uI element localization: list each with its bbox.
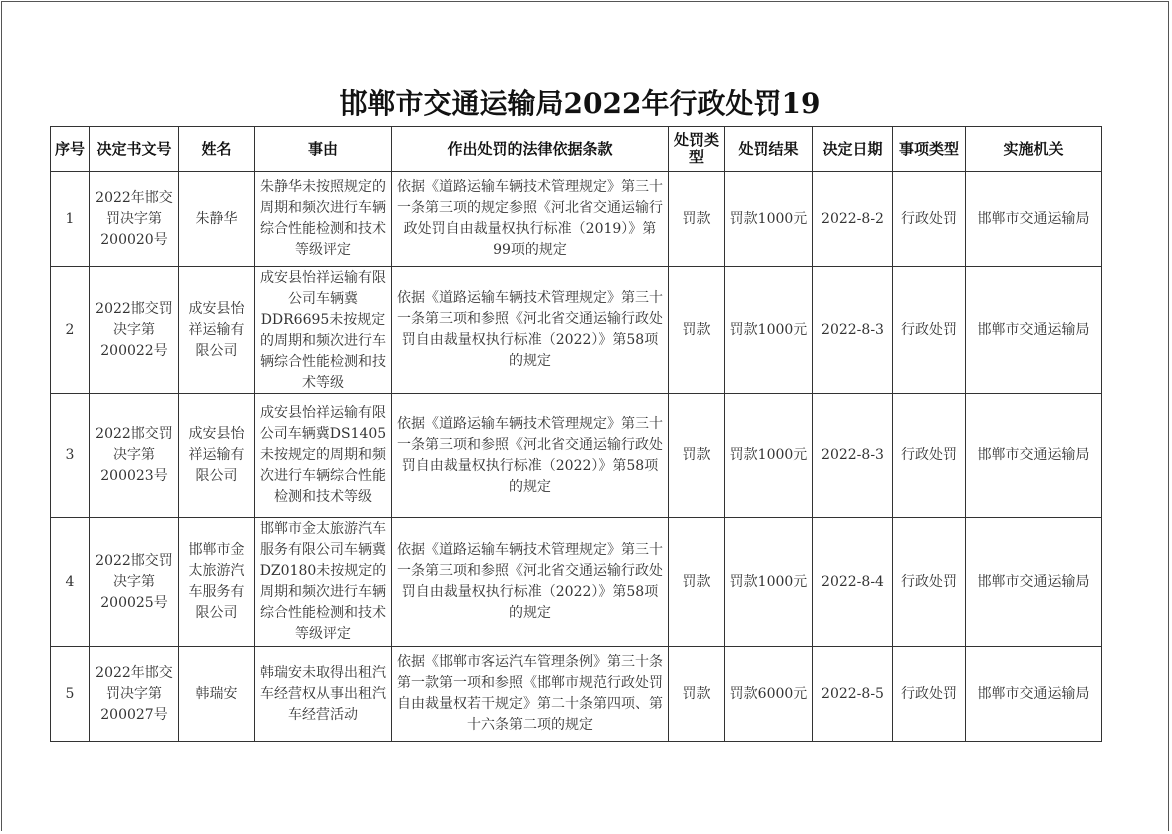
header-agency: 实施机关 xyxy=(966,127,1102,172)
cell-penalty-type: 罚款 xyxy=(669,518,725,647)
page-title: 邯郸市交通运输局2022年行政处罚19 xyxy=(339,87,821,120)
cell-agency: 邯郸市交通运输局 xyxy=(966,172,1102,267)
table-row xyxy=(51,647,1102,742)
cell-item-type: 行政处罚 xyxy=(893,518,966,647)
cell-reason xyxy=(255,172,392,267)
cell-seq: 3 xyxy=(51,394,90,518)
cell-seq: 1 xyxy=(51,172,90,267)
header-seq: 序号 xyxy=(51,127,90,172)
cell-date: 2022-8-2 xyxy=(813,172,893,267)
cell-date: 2022-8-5 xyxy=(813,647,893,742)
cell-agency: 邯郸市交通运输局 xyxy=(966,394,1102,518)
header-basis: 作出处罚的法律依据条款 xyxy=(392,127,669,172)
cell-penalty-type: 罚款 xyxy=(669,172,725,267)
cell-doc-no: 2022邯交罚决字第200025号 xyxy=(90,518,179,647)
cell-name: 邯郸市金太旅游汽车服务有限公司 xyxy=(179,518,255,647)
cell-doc-no: 2022邯交罚决字第200022号 xyxy=(90,267,179,394)
cell-reason xyxy=(255,267,392,394)
cell-reason-text: 成安县怡祥运输有限公司车辆冀DDR6695未按规定的周期和频次进行车辆综合性能检测和技术等级 xyxy=(260,270,386,391)
header-date: 决定日期 xyxy=(813,127,893,172)
cell-date: 2022-8-4 xyxy=(813,518,893,647)
cell-reason xyxy=(255,647,392,742)
cell-date: 2022-8-3 xyxy=(813,267,893,394)
cell-reason xyxy=(255,518,392,647)
cell-reason-text: 朱静华未按照规定的周期和频次进行车辆综合性能检测和技术等级评定 xyxy=(260,179,386,258)
header-item-type: 事项类型 xyxy=(893,127,966,172)
penalty-table xyxy=(50,126,1102,742)
table-header-row xyxy=(51,127,1102,172)
cell-name: 韩瑞安 xyxy=(179,647,255,742)
cell-basis: 依据《道路运输车辆技术管理规定》第三十一条第三项和参照《河北省交通运输行政处罚自由裁量权执行标准（2022）》第58项的规定 xyxy=(392,518,669,647)
cell-seq: 2 xyxy=(51,267,90,394)
header-penalty-type: 处罚类型 xyxy=(669,127,725,172)
cell-penalty-type: 罚款 xyxy=(669,394,725,518)
cell-name: 成安县怡祥运输有限公司 xyxy=(179,394,255,518)
cell-basis: 依据《道路运输车辆技术管理规定》第三十一条第三项和参照《河北省交通运输行政处罚自由裁量权执行标准（2022）》第58项的规定 xyxy=(392,267,669,394)
header-reason: 事由 xyxy=(255,127,392,172)
cell-name: 朱静华 xyxy=(179,172,255,267)
cell-basis: 依据《道路运输车辆技术管理规定》第三十一条第三项的规定参照《河北省交通运输行政处罚自由裁量权执行标准（2019）》第99项的规定 xyxy=(392,172,669,267)
cell-basis: 依据《道路运输车辆技术管理规定》第三十一条第三项和参照《河北省交通运输行政处罚自由裁量权执行标准（2022）》第58项的规定 xyxy=(392,394,669,518)
cell-result: 罚款1000元 xyxy=(725,394,813,518)
cell-result: 罚款6000元 xyxy=(725,647,813,742)
cell-doc-no: 2022邯交罚决字第200023号 xyxy=(90,394,179,518)
cell-penalty-type: 罚款 xyxy=(669,647,725,742)
cell-item-type: 行政处罚 xyxy=(893,172,966,267)
cell-result: 罚款1000元 xyxy=(725,267,813,394)
cell-date: 2022-8-3 xyxy=(813,394,893,518)
header-result: 处罚结果 xyxy=(725,127,813,172)
cell-agency: 邯郸市交通运输局 xyxy=(966,647,1102,742)
cell-reason xyxy=(255,394,392,518)
cell-result: 罚款1000元 xyxy=(725,172,813,267)
cell-basis xyxy=(392,647,669,742)
cell-seq: 5 xyxy=(51,647,90,742)
cell-reason-text: 韩瑞安未取得出租汽车经营权从事出租汽车经营活动 xyxy=(260,664,386,723)
cell-doc-no: 2022年邯交罚决字第200027号 xyxy=(90,647,179,742)
cell-doc-no: 2022年邯交罚决字第200020号 xyxy=(90,172,179,267)
cell-result: 罚款1000元 xyxy=(725,518,813,647)
table-row xyxy=(51,172,1102,267)
cell-agency: 邯郸市交通运输局 xyxy=(966,267,1102,394)
table-row xyxy=(51,267,1102,394)
cell-agency: 邯郸市交通运输局 xyxy=(966,518,1102,647)
cell-seq: 4 xyxy=(51,518,90,647)
cell-item-type: 行政处罚 xyxy=(893,267,966,394)
cell-name: 成安县怡祥运输有限公司 xyxy=(179,267,255,394)
cell-basis-text: 依据《邯郸市客运汽车管理条例》第三十条第一款第一项和参照《邯郸市规范行政处罚自由裁量权若干规定》第二十条第四项、第十六条第二项的规定 xyxy=(397,654,663,733)
header-name: 姓名 xyxy=(179,127,255,172)
cell-item-type: 行政处罚 xyxy=(893,394,966,518)
cell-reason-text: 邯郸市金太旅游汽车服务有限公司车辆冀DZ0180未按规定的周期和频次进行车辆综合性能检测和技术等级评定 xyxy=(259,521,387,642)
cell-penalty-type: 罚款 xyxy=(669,267,725,394)
header-doc-no: 决定书文号 xyxy=(90,127,179,172)
table-row xyxy=(51,394,1102,518)
cell-reason-text: 成安县怡祥运输有限公司车辆冀DS1405未按规定的周期和频次进行车辆综合性能检测和技术等级 xyxy=(259,405,387,505)
table-row xyxy=(51,518,1102,647)
cell-item-type: 行政处罚 xyxy=(893,647,966,742)
